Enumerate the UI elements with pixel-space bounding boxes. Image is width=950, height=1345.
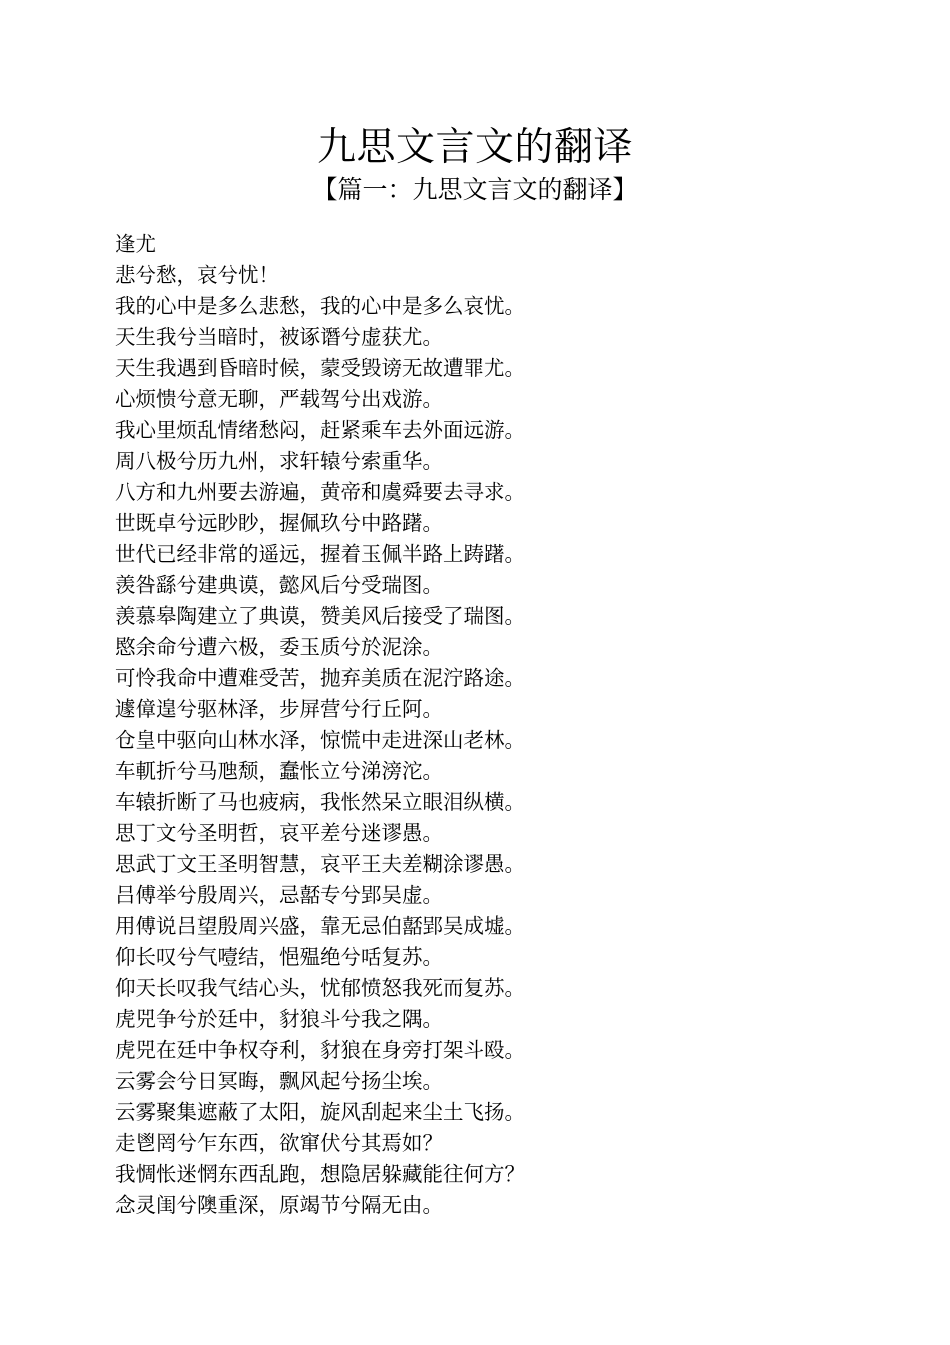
document-body: [115, 229, 835, 1221]
text-line: 世既卓兮远眇眇，握佩玖兮中路躇。: [115, 511, 443, 535]
text-line: 吕傅举兮殷周兴，忌嚭专兮郢吴虚。: [115, 883, 443, 907]
section-heading: 逢尤: [115, 232, 156, 256]
text-line: 云雾会兮日冥晦，飘风起兮扬尘埃。: [115, 1069, 443, 1093]
text-line: 羡慕皋陶建立了典谟，赞美风后接受了瑞图。: [115, 604, 525, 628]
text-line: 世代已经非常的遥远，握着玉佩半路上踌躇。: [115, 542, 525, 566]
text-line: 羡咎繇兮建典谟，懿风后兮受瑞图。: [115, 573, 443, 597]
text-line: 愍余命兮遭六极，委玉质兮於泥涂。: [115, 635, 443, 659]
text-line: 我心里烦乱情绪愁闷，赶紧乘车去外面远游。: [115, 418, 525, 442]
text-line: 走鬯罔兮乍东西，欲窜伏兮其焉如？: [115, 1131, 443, 1155]
text-line: 遽傽遑兮驱林泽，步屏营兮行丘阿。: [115, 697, 443, 721]
text-line: 天生我兮当暗时，被诼谮兮虚获尤。: [115, 325, 443, 349]
text-line: 虎兕在廷中争权夺利，豺狼在身旁打架斗殴。: [115, 1038, 525, 1062]
text-line: 心烦愦兮意无聊，严载驾兮出戏游。: [115, 387, 443, 411]
text-line: 我的心中是多么悲愁，我的心中是多么哀忧。: [115, 294, 525, 318]
text-line: 仓皇中驱向山林水泽，惊慌中走进深山老林。: [115, 728, 525, 752]
text-line: 仰天长叹我气结心头，忧郁愤怒我死而复苏。: [115, 976, 525, 1000]
text-line: 虎兕争兮於廷中，豺狼斗兮我之隅。: [115, 1007, 443, 1031]
text-line: 思丁文兮圣明哲，哀平差兮迷谬愚。: [115, 821, 443, 845]
text-line: 悲兮愁，哀兮忧！: [115, 263, 279, 287]
text-line: 用傅说吕望殷周兴盛，靠无忌伯嚭郢吴成墟。: [115, 914, 525, 938]
text-line: 八方和九州要去游遍，黄帝和虞舜要去寻求。: [115, 480, 525, 504]
text-line: 车辕折断了马也疲病，我怅然呆立眼泪纵横。: [115, 790, 525, 814]
text-line: 车軏折兮马虺颓，蠢怅立兮涕滂沱。: [115, 759, 443, 783]
text-line: 云雾聚集遮蔽了太阳，旋风刮起来尘土飞扬。: [115, 1100, 525, 1124]
text-line: 周八极兮历九州，求轩辕兮索重华。: [115, 449, 443, 473]
document-subtitle: 【篇一：九思文言文的翻译】: [312, 175, 638, 204]
text-line: 念灵闺兮隩重深，原竭节兮隔无由。: [115, 1193, 443, 1217]
text-line: 仰长叹兮气噎结，悒殟绝兮咶复苏。: [115, 945, 443, 969]
text-line: 我惆怅迷惘东西乱跑，想隐居躲藏能往何方？: [115, 1162, 525, 1186]
text-line: 天生我遇到昏暗时候，蒙受毁谤无故遭罪尤。: [115, 356, 525, 380]
text-line: 可怜我命中遭难受苦，抛弃美质在泥泞路途。: [115, 666, 525, 690]
text-line: 思武丁文王圣明智慧，哀平王夫差糊涂谬愚。: [115, 852, 525, 876]
document-title: 九思文言文的翻译: [316, 125, 633, 170]
